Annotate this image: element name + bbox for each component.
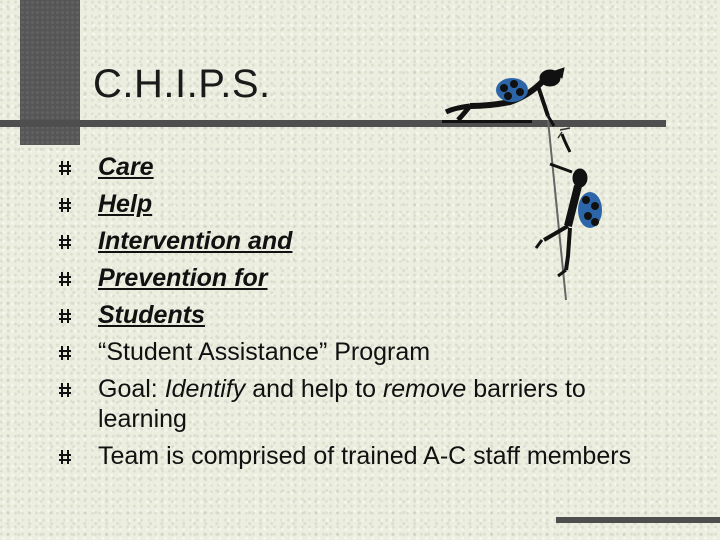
bullet-item bbox=[58, 189, 678, 219]
team-description: Team is comprised of trained A-C staff members bbox=[98, 442, 632, 470]
goal-prefix: Goal: bbox=[98, 375, 165, 403]
hash-bullet-icon bbox=[58, 345, 72, 361]
bullet-item bbox=[58, 300, 678, 330]
hash-bullet-icon bbox=[58, 271, 72, 287]
goal-remove: remove bbox=[382, 375, 467, 403]
hash-bullet-icon bbox=[58, 160, 72, 176]
acronym-care: Care bbox=[98, 153, 154, 181]
acronym-students: Students bbox=[98, 301, 205, 329]
goal-identify: Identify bbox=[164, 375, 246, 403]
goal-suffix: barriers to learning bbox=[98, 375, 586, 433]
bottom-divider bbox=[556, 517, 720, 523]
hash-bullet-icon bbox=[58, 382, 72, 398]
hash-bullet-icon bbox=[58, 308, 72, 324]
bullet-item bbox=[58, 337, 678, 367]
top-climber-backpack bbox=[496, 78, 528, 102]
bullet-item bbox=[58, 263, 678, 293]
hash-bullet-icon bbox=[58, 197, 72, 213]
hash-bullet-icon bbox=[58, 234, 72, 250]
acronym-intervention: Intervention and bbox=[98, 227, 293, 255]
bullet-item bbox=[58, 226, 678, 256]
hash-bullet-icon bbox=[58, 449, 72, 465]
goal-middle: and help to bbox=[245, 375, 383, 403]
program-name: “Student Assistance” Program bbox=[98, 338, 431, 366]
acronym-prevention: Prevention for bbox=[98, 264, 268, 292]
bullet-item bbox=[58, 152, 678, 182]
bullet-list bbox=[58, 152, 678, 478]
bullet-item bbox=[58, 374, 678, 434]
bullet-item bbox=[58, 441, 678, 471]
acronym-help: Help bbox=[98, 190, 153, 218]
slide-title: C.H.I.P.S. bbox=[93, 62, 271, 106]
